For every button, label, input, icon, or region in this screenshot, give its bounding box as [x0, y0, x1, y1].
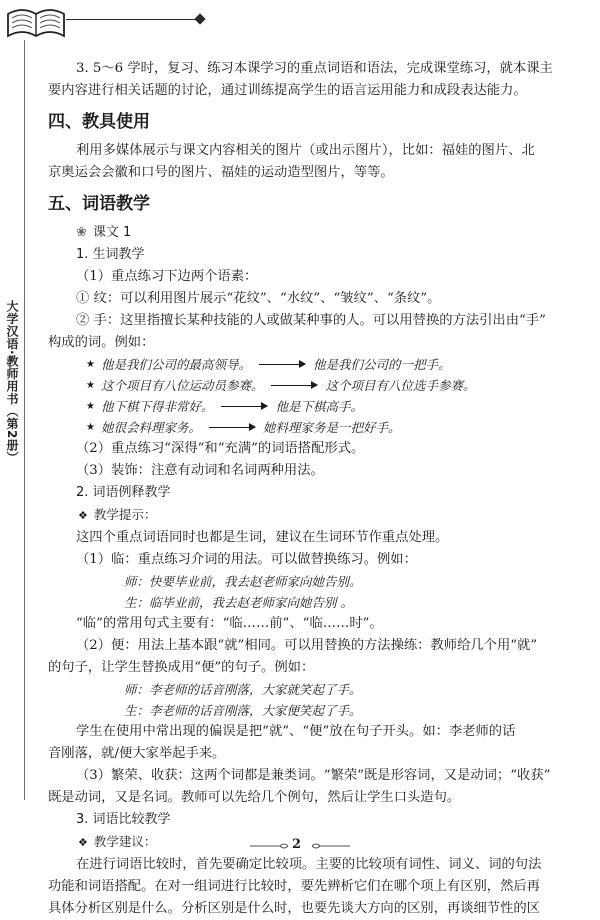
- paragraph: 音刚落，就/便大家举起手来。: [48, 746, 226, 761]
- arrow-icon: [221, 406, 267, 407]
- paragraph: 学生在使用中常出现的偏误是把“就”、“便”放在句子开头。如：李老师的话: [76, 724, 516, 739]
- paragraph: 在进行词语比较时，首先要确定比较项。主要的比较项有词性、词义、词的句法: [76, 857, 542, 872]
- list-item: ① 纹：可以利用图片展示“花纹”、“水纹”、“皱纹”、“条纹”。: [76, 291, 441, 306]
- header-diamond-icon: [194, 13, 205, 24]
- paragraph: 功能和词语搭配。在对一组词进行比较时，要先辨析它们在哪个项上有区别，然后再: [48, 879, 540, 894]
- list-item: （3）装饰：注意有动词和名词两种用法。: [76, 463, 324, 478]
- paragraph: 这四个重点词语同时也都是生词，建议在生词环节作重点处理。: [76, 530, 449, 545]
- list-item: ② 手：这里指擅长某种技能的人或做某种事的人。可以用替换的方法引出由“手”: [76, 313, 546, 328]
- arrow-icon: [209, 427, 255, 428]
- list-item: （3）繁荣、收获：这两个词都是兼类词。“繁荣”既是形容词，又是动词；“收获”: [76, 768, 551, 783]
- star-icon: ★: [86, 359, 95, 370]
- paragraph: 的句子，让学生替换成用“便”的句子。例如：: [48, 660, 315, 675]
- star-icon: ★: [86, 422, 95, 433]
- teaching-hint: ❖ 教学提示：: [78, 507, 157, 522]
- dialogue-line: 生：临毕业前，我去赵老师家向她告别 。: [124, 595, 353, 610]
- arrow-icon: [259, 364, 305, 365]
- list-item: （2）重点练习“深得”和“充满”的词语搭配形式。: [76, 441, 365, 456]
- page-number: 2: [292, 837, 302, 852]
- diamond-bullet-icon: ❖: [78, 509, 88, 522]
- paragraph: 既是动词，又是名词。教师可以先给几个例句，然后让学生口头造句。: [48, 790, 461, 805]
- side-rule: [24, 40, 25, 800]
- star-icon: ★: [86, 401, 95, 412]
- dialogue-line: 生：李老师的话音刚落，大家便笑起了手。: [124, 703, 362, 718]
- list-item: （2）便：用法上基本跟“就”相同。可以用替换的方法操练：教师给几个用“就”: [76, 638, 538, 653]
- dialogue-line: 师：李老师的话音刚落，大家就笑起了手。: [124, 682, 362, 697]
- paragraph: 京奥运会会徽和口号的图片、福娃的运动造型图片，等等。: [48, 165, 394, 180]
- paragraph: 3. 5～6 学时，复习、练习本课学习的重点词语和语法，完成课堂练习，就本课主: [76, 61, 553, 76]
- footer-ornament-right-icon: [312, 842, 350, 850]
- paragraph: 具体分析区别是什么。分析区别是什么时，也要先谈大方向的区别，再谈细节性的区: [48, 901, 540, 916]
- section-heading-5: 五、词语教学: [48, 194, 150, 214]
- page-footer: [0, 832, 600, 856]
- paragraph: 利用多媒体展示与课文内容相关的图片（或出示图片），比如：福娃的图片、北: [76, 143, 535, 158]
- subheading-examples: 2. 词语例释教学: [76, 485, 171, 500]
- example-row: ★ 她很会料理家务。 她料理家务是一把好手。: [48, 417, 568, 438]
- paragraph: “临”的常用句式主要有：“临……前”、“临……时”。: [76, 616, 383, 631]
- star-icon: ★: [86, 380, 95, 391]
- page-content: [48, 58, 568, 920]
- side-book-title: 大学汉语·教师用书（第2册）: [5, 300, 19, 464]
- list-item: 构成的词。例如：: [48, 335, 155, 350]
- footer-ornament-left-icon: [250, 842, 288, 850]
- lesson-heading: ❀ 课文 1: [76, 225, 132, 240]
- list-item: （1）临：重点练习介词的用法。可以做替换练习。例如：: [76, 552, 417, 567]
- subheading-comparison: 3. 词语比较教学: [76, 812, 171, 827]
- dialogue-line: 师：快要毕业前，我去赵老师家向她告别。: [124, 574, 362, 589]
- list-item: （1）重点练习下边两个语素：: [76, 269, 258, 284]
- arrow-icon: [271, 385, 317, 386]
- section-heading-4: 四、教具使用: [48, 112, 150, 132]
- header-rule: [66, 19, 201, 20]
- example-row: ★ 这个项目有八位运动员参赛。 这个项目有八位选手参赛。: [48, 375, 568, 396]
- example-row: ★ 他下棋下得非常好。 他是下棋高手。: [48, 396, 568, 417]
- diamond-bullet-icon: ❖: [78, 836, 88, 849]
- open-book-icon: [4, 4, 68, 40]
- teaching-hint: ❖ 教学建议：: [78, 834, 157, 849]
- flower-icon: ❀: [76, 225, 87, 240]
- paragraph: 要内容进行相关话题的讨论，通过训练提高学生的语言运用能力和成段表达能力。: [48, 83, 527, 98]
- subheading-vocab: 1. 生词教学: [76, 247, 145, 262]
- example-row: ★ 他是我们公司的最高领导。 他是我们公司的一把手。: [48, 354, 568, 375]
